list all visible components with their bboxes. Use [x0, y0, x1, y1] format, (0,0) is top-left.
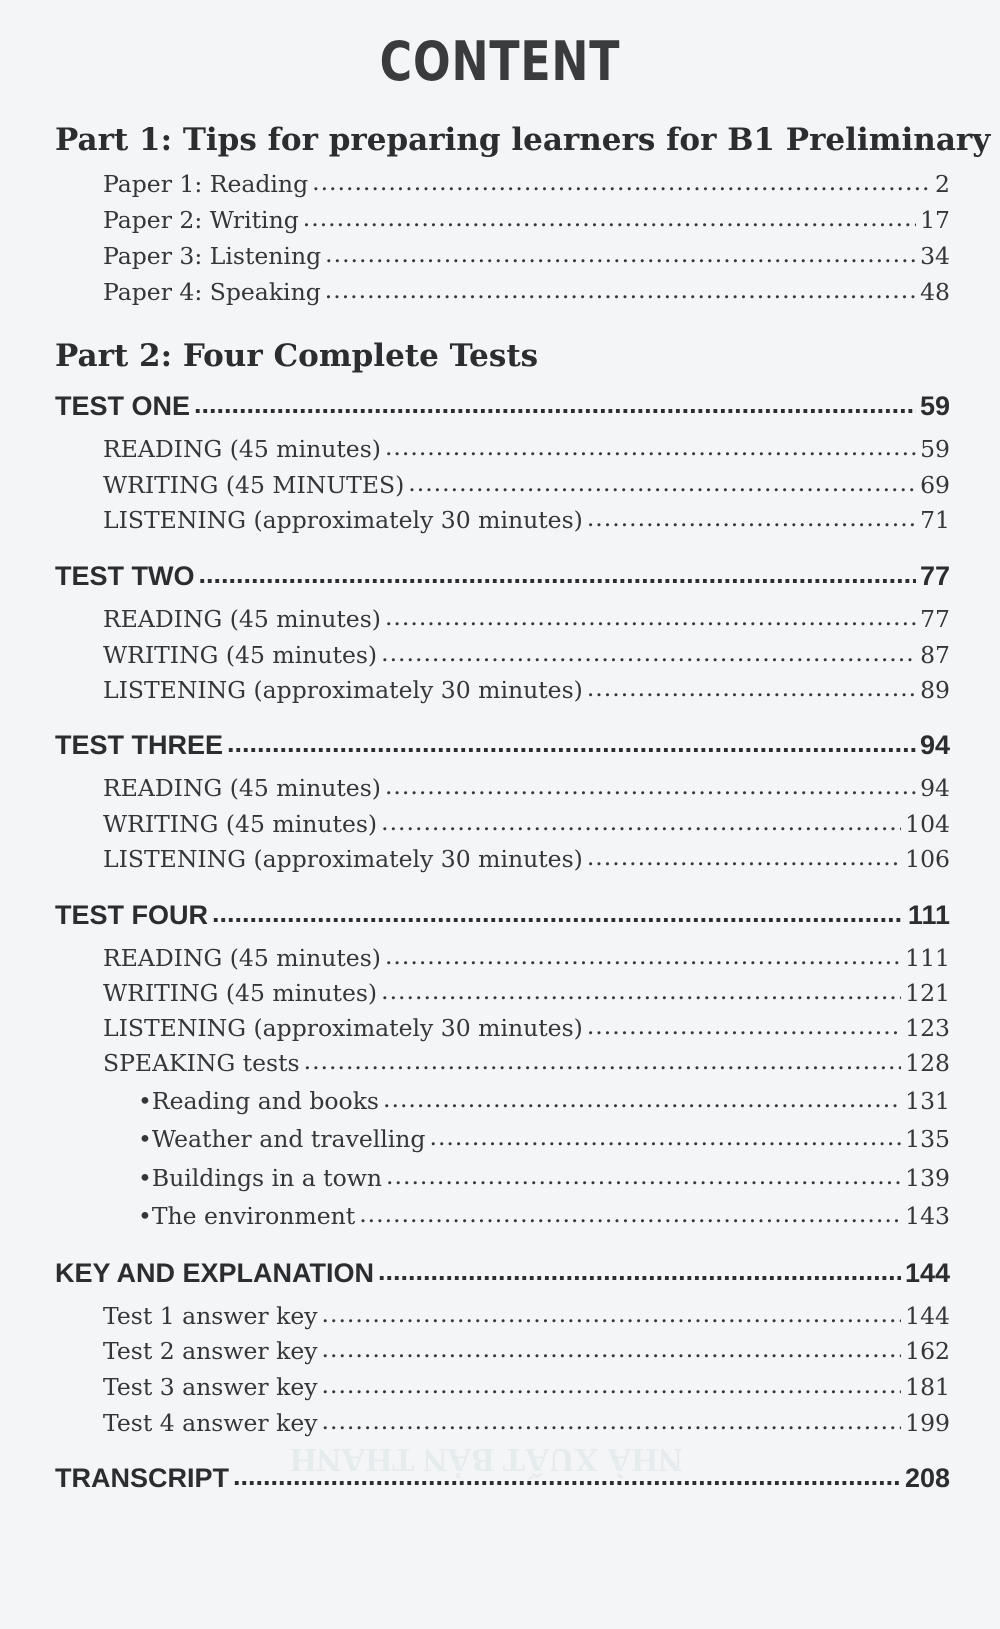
- publisher-watermark: NHÀ XUẤT BẢN THANH: [290, 1441, 683, 1478]
- toc-page-number: 34: [920, 242, 950, 270]
- dot-leader: [325, 242, 916, 266]
- toc-page-number: 162: [905, 1337, 950, 1365]
- bullet-icon: •: [138, 1087, 152, 1115]
- toc-entry-label: SPEAKING tests: [103, 1049, 300, 1077]
- toc-entry-test1-reading[interactable]: [103, 435, 950, 463]
- toc-page-number: 94: [919, 730, 950, 760]
- toc-entry-label: LISTENING (approximately 30 minutes): [103, 1014, 583, 1042]
- dot-leader: [587, 1014, 901, 1038]
- toc-page-number: 89: [920, 676, 950, 704]
- dot-leader: [198, 561, 915, 588]
- dot-leader: [325, 278, 916, 302]
- dot-leader: [381, 810, 901, 834]
- dot-leader: [408, 471, 916, 495]
- toc-entry-speaking-weather[interactable]: [138, 1125, 950, 1153]
- dot-leader: [385, 435, 916, 459]
- bullet-icon: •: [138, 1202, 152, 1230]
- toc-page-number: 2: [935, 170, 950, 198]
- dot-leader: [322, 1409, 902, 1433]
- toc-entry-label: READING (45 minutes): [103, 944, 381, 972]
- toc-page-number: 77: [920, 605, 950, 633]
- toc-entry-test3-reading[interactable]: [103, 774, 950, 802]
- dot-leader: [227, 730, 916, 757]
- toc-entry-label: WRITING (45 minutes): [103, 810, 378, 838]
- dot-leader: [385, 605, 916, 629]
- toc-entry-test3-answer-key[interactable]: [103, 1373, 950, 1401]
- toc-entry-label: LISTENING (approximately 30 minutes): [103, 845, 583, 873]
- toc-entry-paper1[interactable]: [103, 170, 950, 198]
- toc-entry-label: READING (45 minutes): [103, 605, 381, 633]
- dot-leader: [194, 391, 916, 418]
- toc-page-number: 199: [905, 1409, 950, 1437]
- toc-entry-test4-reading[interactable]: [103, 944, 950, 972]
- toc-page-number: 59: [920, 435, 950, 463]
- dot-leader: [322, 1302, 902, 1326]
- toc-page-number: 135: [905, 1125, 950, 1153]
- toc-entry-label: LISTENING (approximately 30 minutes): [103, 506, 583, 534]
- toc-entry-paper3[interactable]: [103, 242, 950, 270]
- dot-leader: [429, 1125, 901, 1149]
- dot-leader: [385, 944, 901, 968]
- toc-page-number: 139: [905, 1164, 950, 1192]
- toc-page-number: 71: [920, 506, 950, 534]
- toc-entry-label: TEST TWO: [55, 561, 195, 591]
- part1-heading: Part 1: Tips for preparing learners for B1 Preliminary: [55, 122, 991, 158]
- dot-leader: [587, 506, 916, 530]
- toc-entry-label: TEST THREE: [55, 730, 224, 760]
- toc-page-number: 144: [904, 1258, 950, 1288]
- toc-entry-test4-listening[interactable]: [103, 1014, 950, 1042]
- dot-leader: [386, 1164, 901, 1188]
- toc-page-number: 123: [905, 1014, 950, 1042]
- toc-entry-label: Paper 1: Reading: [103, 170, 309, 198]
- toc-entry-label: Paper 4: Speaking: [103, 278, 321, 306]
- toc-page-number: 77: [919, 561, 950, 591]
- toc-entry-label: Test 2 answer key: [103, 1337, 318, 1365]
- toc-entry-label: WRITING (45 minutes): [103, 641, 378, 669]
- dot-leader: [587, 676, 916, 700]
- toc-entry-label: TEST FOUR: [55, 900, 208, 930]
- toc-entry-label: The environment: [151, 1202, 356, 1230]
- bullet-icon: •: [138, 1125, 152, 1153]
- dot-leader: [233, 1463, 901, 1490]
- toc-entry-test3-writing[interactable]: [103, 810, 950, 838]
- toc-entry-test2-reading[interactable]: [103, 605, 950, 633]
- toc-entry-test2-answer-key[interactable]: [103, 1337, 950, 1365]
- toc-entry-speaking-environment[interactable]: [138, 1202, 950, 1230]
- toc-entry-label: Paper 2: Writing: [103, 206, 299, 234]
- toc-page-number: 106: [905, 845, 950, 873]
- dot-leader: [587, 845, 901, 869]
- toc-entry-test1-answer-key[interactable]: [103, 1302, 950, 1330]
- toc-entry-label: Paper 3: Listening: [103, 242, 322, 270]
- toc-entry-test1-writing[interactable]: [103, 471, 950, 499]
- toc-page-number: 69: [920, 471, 950, 499]
- toc-entry-test2-listening[interactable]: [103, 676, 950, 704]
- toc-entry-label: Weather and travelling: [151, 1125, 426, 1153]
- toc-entry-test-three[interactable]: [55, 730, 950, 761]
- toc-page-number: 131: [905, 1087, 950, 1115]
- toc-entry-key-and-explanation[interactable]: [55, 1258, 950, 1289]
- toc-entry-label: READING (45 minutes): [103, 774, 381, 802]
- toc-page-number: 111: [905, 944, 950, 972]
- dot-leader: [322, 1337, 902, 1361]
- toc-page-number: 59: [919, 391, 950, 421]
- page-title: CONTENT: [379, 30, 621, 93]
- toc-entry-test2-writing[interactable]: [103, 641, 950, 669]
- dot-leader: [212, 900, 904, 927]
- toc-page-number: 121: [905, 979, 950, 1007]
- toc-entry-test4-speaking[interactable]: [103, 1049, 950, 1077]
- toc-entry-test1-listening[interactable]: [103, 506, 950, 534]
- toc-entry-paper2[interactable]: [103, 206, 950, 234]
- dot-leader: [381, 979, 901, 1003]
- toc-page-number: 87: [920, 641, 950, 669]
- dot-leader: [322, 1373, 902, 1397]
- toc-page-number: 181: [905, 1373, 950, 1401]
- toc-page-number: 48: [920, 278, 950, 306]
- toc-entry-speaking-buildings[interactable]: [138, 1164, 950, 1192]
- toc-entry-test-one[interactable]: [55, 391, 950, 422]
- part2-heading: Part 2: Four Complete Tests: [55, 338, 539, 374]
- toc-entry-test4-writing[interactable]: [103, 979, 950, 1007]
- toc-entry-transcript[interactable]: [55, 1463, 950, 1494]
- toc-entry-paper4[interactable]: [103, 278, 950, 306]
- toc-entry-label: TRANSCRIPT: [55, 1463, 229, 1493]
- toc-entry-label: WRITING (45 minutes): [103, 979, 378, 1007]
- toc-entry-label: WRITING (45 MINUTES): [103, 471, 405, 499]
- dot-leader: [359, 1202, 901, 1226]
- dot-leader: [304, 1049, 902, 1073]
- toc-entry-test-two[interactable]: [55, 561, 950, 592]
- toc-entry-label: Test 4 answer key: [103, 1409, 318, 1437]
- dot-leader: [303, 206, 916, 230]
- toc-page-number: 144: [905, 1302, 950, 1330]
- toc-entry-label: Test 3 answer key: [103, 1373, 318, 1401]
- toc-entry-label: TEST ONE: [55, 391, 191, 421]
- toc-page-number: 143: [905, 1202, 950, 1230]
- toc-page-number: 128: [905, 1049, 950, 1077]
- toc-page-number: 17: [920, 206, 950, 234]
- toc-entry-label: Reading and books: [151, 1087, 379, 1115]
- toc-entry-label: Buildings in a town: [151, 1164, 383, 1192]
- toc-entry-test4-answer-key[interactable]: [103, 1409, 950, 1437]
- bullet-icon: •: [138, 1164, 152, 1192]
- toc-entry-test-four[interactable]: [55, 900, 950, 931]
- toc-page-number: 104: [905, 810, 950, 838]
- toc-entry-label: KEY AND EXPLANATION: [55, 1258, 375, 1288]
- toc-entry-test3-listening[interactable]: [103, 845, 950, 873]
- dot-leader: [383, 1087, 901, 1111]
- toc-page-number: 94: [920, 774, 950, 802]
- toc-page-number: 208: [904, 1463, 950, 1493]
- dot-leader: [385, 774, 916, 798]
- toc-page-number: 111: [907, 900, 950, 930]
- dot-leader: [378, 1258, 901, 1285]
- toc-entry-speaking-reading-books[interactable]: [138, 1087, 950, 1115]
- dot-leader: [381, 641, 916, 665]
- toc-entry-label: LISTENING (approximately 30 minutes): [103, 676, 583, 704]
- dot-leader: [312, 170, 931, 194]
- toc-entry-label: Test 1 answer key: [103, 1302, 318, 1330]
- toc-entry-label: READING (45 minutes): [103, 435, 381, 463]
